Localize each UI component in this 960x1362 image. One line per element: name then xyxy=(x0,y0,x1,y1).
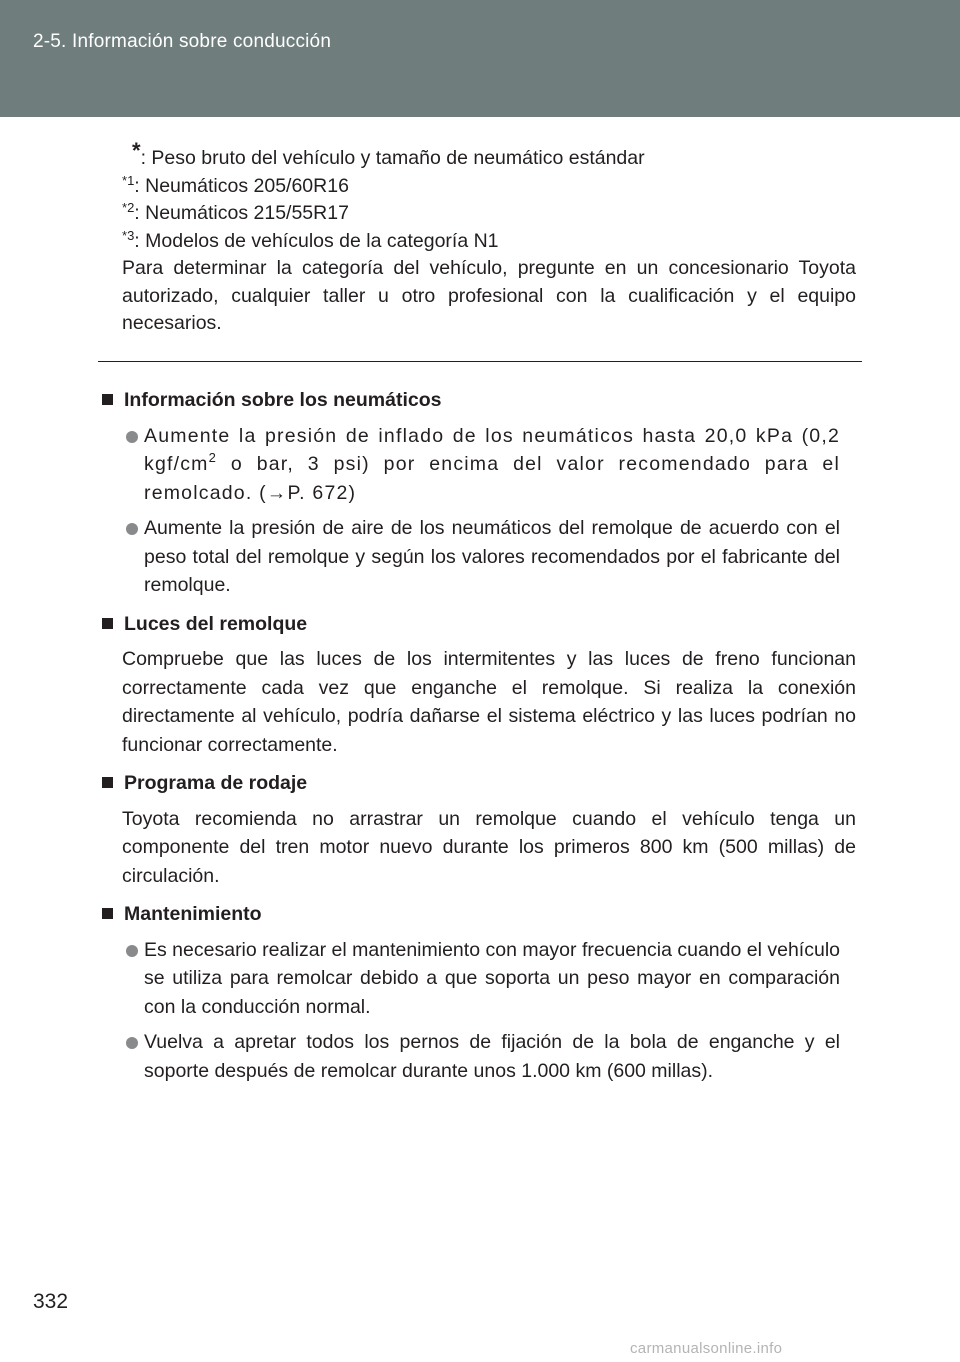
footnote-text: : Neumáticos 215/55R17 xyxy=(134,202,349,224)
section-paragraph: Toyota recomienda no arrastrar un remolque cuando el vehículo tenga un componente del tren motor nuevo durante los primeros 800 km (500 millas) de circulación. xyxy=(122,807,856,887)
section-heading: Información sobre los neumáticos xyxy=(100,386,856,415)
footnote-star1 xyxy=(122,173,856,201)
bullet-item: Aumente la presión de aire de los neumáticos del remolque de acuerdo con el peso total del remolque y según los valores recomendados por el fabricante del remolque. xyxy=(100,514,840,600)
footnote-paragraph: Para determinar la categoría del vehículo, pregunte en un concesionario Toyota autorizado, cualquier taller u otro profesional con la cualificación y el equipo necesarios. xyxy=(122,257,856,334)
footnote-text: : Modelos de vehículos de la categoría N1 xyxy=(134,229,499,252)
section-paragraph: Compruebe que las luces de los intermitentes y las luces de freno funcionan correctamente cada vez que enganche el remolque. Si realiza la conexión directamente al vehículo, podría dañarse el sistema eléctrico y las luces podrían no funcionar correctamente. xyxy=(122,648,856,756)
footnote-text: : Neumáticos 205/60R16 xyxy=(134,174,349,197)
bullet-item: Vuelva a apretar todos los pernos de fijación de la bola de enganche y el soporte después de remolcar durante unos 1.000 km (600 millas). xyxy=(100,1028,840,1085)
bullet-item: Aumente la presión de inflado de los neumáticos hasta 20,0 kPa (0,2 kgf/$cm^2$ o bar, 3 psi) por encima del valor recomendado para el remolcado. (→P. 672) xyxy=(100,422,840,508)
header-bar xyxy=(0,0,960,117)
footnote-star2 xyxy=(122,200,856,228)
divider-line xyxy=(98,361,862,362)
section-heading: Programa de rodaje xyxy=(100,769,856,798)
footnote-text: : Peso bruto del vehículo y tamaño de neumático estándar xyxy=(140,147,645,169)
circle-bullet-icon xyxy=(126,431,138,443)
square-bullet-icon xyxy=(102,394,113,405)
section-breakin xyxy=(100,769,856,890)
section-heading: Luces del remolque xyxy=(100,610,856,639)
page-number: 332 xyxy=(33,1290,69,1313)
circle-bullet-icon xyxy=(126,945,138,957)
square-bullet-icon xyxy=(102,777,113,788)
circle-bullet-icon xyxy=(126,523,138,535)
section-heading: Mantenimiento xyxy=(100,900,856,929)
bullet-item: Es necesario realizar el mantenimiento con mayor frecuencia cuando el vehículo se utiliza para remolcar debido a que soporta un peso mayor en comparación con la conducción normal. xyxy=(100,936,840,1022)
watermark: carmanualsonline.info xyxy=(630,1340,783,1357)
footnote-mark: * xyxy=(132,138,141,163)
section-maintenance xyxy=(100,900,856,1085)
square-bullet-icon xyxy=(102,618,113,629)
page-reference: P. 672) xyxy=(287,481,357,504)
section-tires xyxy=(100,386,856,600)
footnote-star3 xyxy=(122,228,856,256)
circle-bullet-icon xyxy=(126,1037,138,1049)
section-title: 2-5. Información sobre conducción xyxy=(33,31,332,52)
footnote-mark: *1 xyxy=(122,172,135,188)
footnote-star xyxy=(122,138,856,173)
section-lights xyxy=(100,610,856,760)
footnote-mark: *3 xyxy=(122,227,135,243)
footnote-mark: *2 xyxy=(122,200,135,215)
square-bullet-icon xyxy=(102,908,113,919)
footnotes xyxy=(122,138,856,338)
arrow-icon: → xyxy=(266,481,288,504)
main-content xyxy=(100,386,856,1095)
